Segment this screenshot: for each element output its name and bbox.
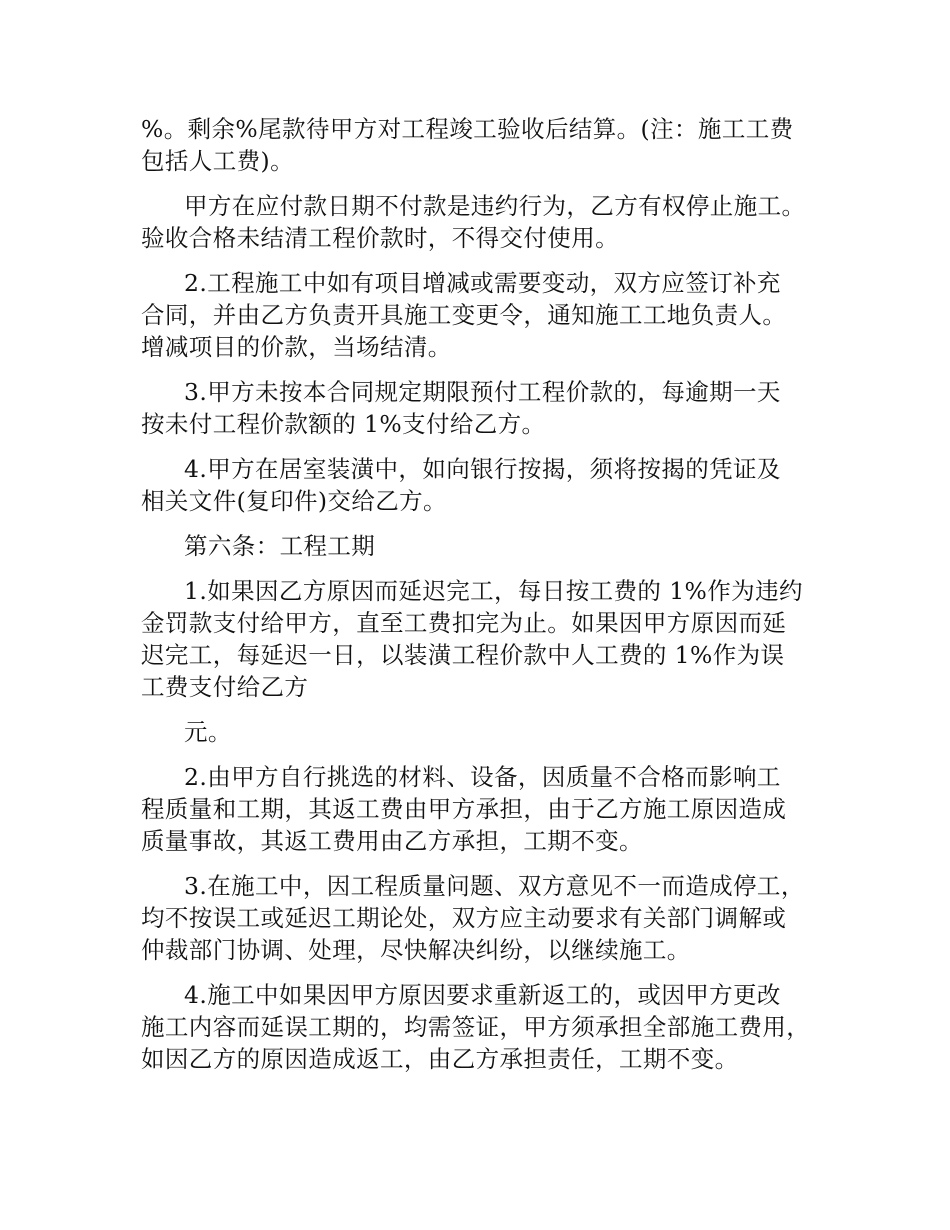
text-line: 甲方在应付款日期不付款是违约行为，乙方有权停止施工。 (184, 192, 806, 220)
text-line: 均不按误工或延迟工期论处，双方应主动要求有关部门调解或 (141, 904, 787, 932)
text-line: 增减项目的价款，当场结清。 (141, 333, 452, 361)
text-line: 2.由甲方自行挑选的材料、设备，因质量不合格而影响工 (184, 763, 781, 791)
text-line: 金罚款支付给甲方，直至工费扣完为止。如果因甲方原因而延 (141, 609, 787, 637)
text-line: 4.施工中如果因甲方原因要求重新返工的，或因甲方更改 (184, 981, 781, 1009)
paragraph-article-6-clause-2 (141, 761, 806, 857)
text-line: 2.工程施工中如有项目增减或需要变动，双方应签订补充 (184, 269, 781, 297)
text-line: 3.在施工中，因工程质量问题、双方意见不一而造成停工， (184, 872, 805, 900)
text-line: 4.甲方在居室装潢中，如向银行按揭，须将按揭的凭证及 (184, 455, 781, 483)
paragraph-payment-balance (141, 113, 806, 177)
paragraph-late-payment (141, 190, 806, 254)
paragraph-clause-2-changes (141, 267, 806, 363)
text-line: 如因乙方的原因造成返工，由乙方承担责任，工期不变。 (141, 1045, 739, 1073)
text-line: 相关文件(复印件)交给乙方。 (141, 487, 447, 515)
section-heading-article-6 (141, 530, 806, 562)
text-line: 按未付工程价款额的 1%支付给乙方。 (141, 410, 546, 438)
text-line: 3.甲方未按本合同规定期限预付工程价款的，每逾期一天 (184, 378, 781, 406)
text-line: 质量事故，其返工费用由乙方承担，工期不变。 (141, 827, 643, 855)
text-line: 仲裁部门协调、处理，尽快解决纠纷，以继续施工。 (141, 936, 691, 964)
paragraph-article-6-clause-4 (141, 979, 811, 1075)
paragraph-clause-4-mortgage (141, 453, 806, 517)
text-line: 施工内容而延误工期的，均需签证，甲方须承担全部施工费用， (141, 1013, 811, 1041)
text-line: 1.如果因乙方原因而延迟完工，每日按工费的 1%作为违约 (184, 577, 803, 605)
paragraph-article-6-clause-1 (141, 575, 806, 703)
text-line: 元。 (184, 718, 232, 746)
section-heading-text: 第六条：工程工期 (184, 532, 376, 560)
text-line: 程质量和工期，其返工费由甲方承担，由于乙方施工原因造成 (141, 795, 787, 823)
paragraph-amount-yuan (141, 716, 806, 748)
paragraph-article-6-clause-3 (141, 870, 806, 966)
text-line: 包括人工费)。 (141, 147, 294, 175)
text-line: %。剩余%尾款待甲方对工程竣工验收后结算。(注：施工工费 (141, 115, 794, 143)
text-line: 迟完工，每延迟一日，以装潢工程价款中人工费的 1%作为误 (141, 641, 785, 669)
paragraph-clause-3-penalty (141, 376, 806, 440)
document-body (141, 113, 811, 1088)
text-line: 工费支付给乙方 (141, 673, 309, 701)
text-line: 合同，并由乙方负责开具施工变更令，通知施工工地负责人。 (141, 301, 787, 329)
text-line: 验收合格未结清工程价款时，不得交付使用。 (141, 224, 619, 252)
